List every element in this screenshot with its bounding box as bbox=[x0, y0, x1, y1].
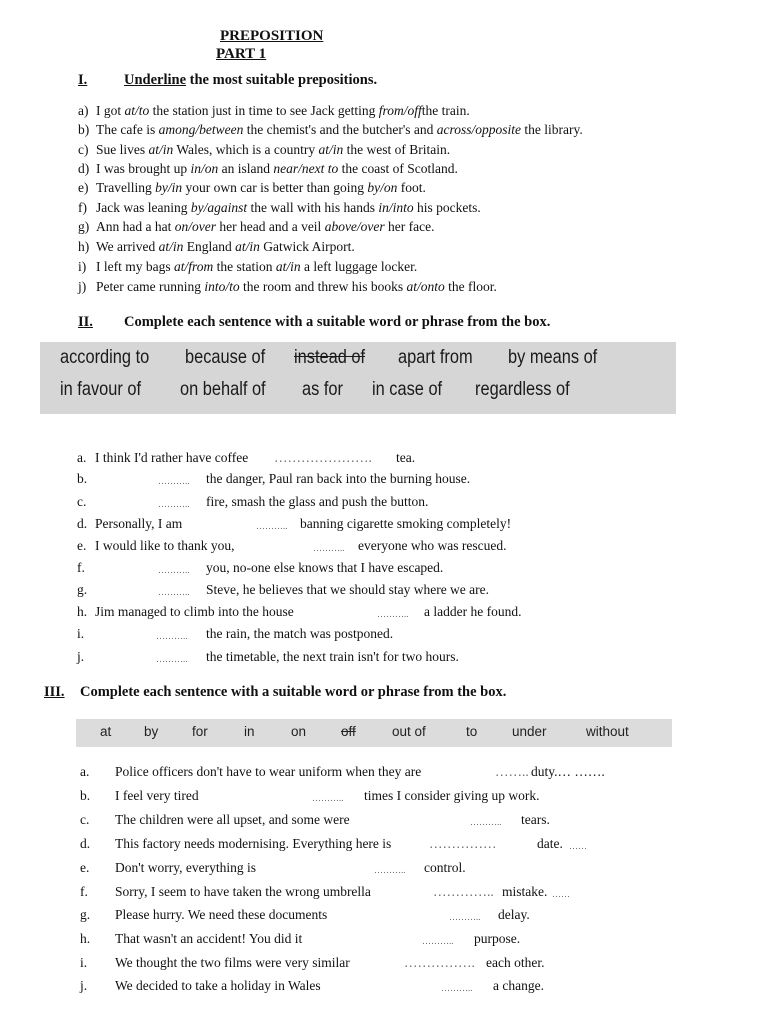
sentence-text: England bbox=[183, 239, 236, 254]
answer-blank: …………… bbox=[429, 836, 497, 851]
sentence-text: Peter came running bbox=[96, 279, 205, 294]
sentence-text: his pockets. bbox=[413, 200, 481, 215]
section1-instruction: the most suitable prepositions. bbox=[186, 72, 378, 88]
section3-word-box bbox=[76, 719, 672, 747]
sentence-text: fire, smash the glass and push the button. bbox=[206, 494, 429, 509]
sentence-text: I feel very tired bbox=[115, 788, 199, 803]
box-word: out of bbox=[392, 724, 426, 739]
answer-blank: ……….. bbox=[256, 521, 288, 531]
box-phrase: according to bbox=[60, 346, 150, 368]
sentence-text: your own car is better than going bbox=[182, 180, 368, 195]
item-letter: j) bbox=[78, 279, 87, 294]
sentence-text: the coast of Scotland. bbox=[338, 161, 458, 176]
item-letter: e. bbox=[77, 538, 87, 553]
sentence-text: a ladder he found. bbox=[424, 604, 522, 619]
box-phrase: as for bbox=[302, 378, 343, 400]
preposition-choice: in/into bbox=[378, 200, 414, 215]
preposition-choice: at/from bbox=[173, 259, 214, 274]
sentence-text: each other. bbox=[486, 955, 545, 970]
sentence-text: The children were all upset, and some were bbox=[115, 812, 350, 827]
item-letter: g. bbox=[77, 582, 88, 597]
answer-blank-tail: …… bbox=[569, 841, 587, 851]
answer-blank: ……….. bbox=[156, 631, 188, 641]
preposition-choice: at/in bbox=[148, 142, 174, 157]
preposition-choice: near/next to bbox=[273, 161, 339, 176]
sentence-text: Jim managed to climb into the house bbox=[95, 604, 294, 619]
item-letter: c. bbox=[77, 494, 87, 509]
item-letter: i) bbox=[78, 259, 87, 274]
item-letter: e. bbox=[80, 860, 90, 875]
sentence-text: Sorry, I seem to have taken the wrong umbrella bbox=[115, 884, 371, 899]
item-letter: h) bbox=[78, 239, 90, 254]
section2-word-box bbox=[40, 342, 676, 414]
sentence-text: tea. bbox=[396, 450, 416, 465]
answer-blank: ……….. bbox=[158, 565, 190, 575]
preposition-choice: by/against bbox=[190, 200, 248, 215]
item-letter: f) bbox=[78, 200, 87, 215]
sentence-text: Sue lives bbox=[96, 142, 149, 157]
section1-heading bbox=[78, 72, 377, 89]
preposition-choice: by/on bbox=[367, 180, 398, 195]
item-letter: h. bbox=[77, 604, 88, 619]
preposition-choice: at/in bbox=[235, 239, 260, 254]
answer-blank: ……….. bbox=[470, 817, 502, 827]
section3-instruction: Complete each sentence with a suitable word or phrase from the box. bbox=[80, 684, 507, 700]
item-letter: i. bbox=[80, 955, 88, 970]
box-phrase: by means of bbox=[508, 346, 598, 368]
sentence-text: a change. bbox=[493, 978, 544, 993]
sentence-text: a left luggage locker. bbox=[300, 259, 418, 274]
item-letter: j. bbox=[77, 649, 85, 664]
preposition-choice: above/over bbox=[324, 219, 385, 234]
preposition-choice: among/between bbox=[158, 122, 244, 137]
preposition-choice: at/onto bbox=[406, 279, 445, 294]
section2-heading bbox=[78, 314, 550, 331]
answer-blank: ……….. bbox=[441, 983, 473, 993]
sentence-text: We thought the two films were very similar bbox=[115, 955, 350, 970]
sentence-text: Steve, he believes that we should stay where we are. bbox=[206, 582, 490, 597]
sentence-text: the chemist's and the butcher's and bbox=[243, 122, 437, 137]
sentence-text: the wall with his hands bbox=[247, 200, 379, 215]
answer-blank: ……….. bbox=[156, 654, 188, 664]
sentence-text: tears. bbox=[521, 812, 550, 827]
box-phrase: in case of bbox=[372, 378, 443, 400]
item-letter: d) bbox=[78, 161, 90, 176]
sentence-text: an island bbox=[218, 161, 274, 176]
sentence-text: the timetable, the next train isn't for two hours. bbox=[206, 649, 459, 664]
sentence-text: you, no-one else knows that I have escaped. bbox=[206, 560, 444, 575]
sentence-text: I would like to thank you, bbox=[95, 538, 235, 553]
sentence-text: foot. bbox=[397, 180, 426, 195]
item-letter: g) bbox=[78, 219, 90, 234]
sentence-text: her head and a veil bbox=[215, 219, 325, 234]
sentence-text: the station just in time to see Jack getting bbox=[149, 103, 379, 118]
preposition-choice: across/opposite bbox=[436, 122, 522, 137]
sentence-text: We decided to take a holiday in Wales bbox=[115, 978, 321, 993]
box-word: for bbox=[192, 724, 208, 739]
worksheet-part: PART 1 bbox=[216, 46, 267, 62]
sentence-text: the library. bbox=[521, 122, 583, 137]
preposition-choice: at/to bbox=[124, 103, 150, 118]
sentence-text: the danger, Paul ran back into the burning house. bbox=[206, 471, 471, 486]
box-phrase: on behalf of bbox=[180, 378, 266, 400]
preposition-choice: by/in bbox=[155, 180, 183, 195]
worksheet-title: PREPOSITION bbox=[220, 28, 324, 44]
sentence-text: Police officers don't have to wear uniform when they are bbox=[115, 764, 422, 779]
sentence-text: This factory needs modernising. Everything here is bbox=[115, 836, 392, 851]
section3-heading bbox=[44, 684, 506, 701]
item-letter: f. bbox=[77, 560, 85, 575]
item-letter: a) bbox=[78, 103, 89, 118]
item-letter: d. bbox=[77, 516, 88, 531]
exercise-item bbox=[78, 179, 426, 197]
item-letter: e) bbox=[78, 180, 89, 195]
box-word: under bbox=[512, 724, 547, 739]
section3-number: III. bbox=[44, 684, 65, 700]
sentence-text: the rain, the match was postponed. bbox=[206, 626, 394, 641]
answer-blank: ……….. bbox=[158, 499, 190, 509]
answer-blank: …….. bbox=[495, 764, 529, 779]
sentence-text: banning cigarette smoking completely! bbox=[300, 516, 512, 531]
sentence-text: Please hurry. We need these documents bbox=[115, 907, 328, 922]
section1-number: I. bbox=[78, 72, 88, 88]
sentence-text: date. bbox=[537, 836, 563, 851]
box-word: at bbox=[100, 724, 112, 739]
section2-instruction: Complete each sentence with a suitable word or phrase from the box. bbox=[124, 314, 551, 330]
answer-blank: ……….. bbox=[158, 587, 190, 597]
item-letter: j. bbox=[80, 978, 88, 993]
answer-blank: ……….. bbox=[449, 912, 481, 922]
box-word: without bbox=[586, 724, 629, 739]
exercise-item bbox=[78, 121, 583, 139]
item-letter: i. bbox=[77, 626, 85, 641]
sentence-text: Wales, which is a country bbox=[173, 142, 319, 157]
item-letter: c) bbox=[78, 142, 89, 157]
sentence-text: Travelling bbox=[96, 180, 156, 195]
exercise-item bbox=[78, 141, 450, 159]
sentence-text: times I consider giving up work. bbox=[364, 788, 540, 803]
item-letter: f. bbox=[80, 884, 88, 899]
box-phrase: because of bbox=[185, 346, 266, 368]
sentence-text: the station bbox=[213, 259, 276, 274]
box-phrase: apart from bbox=[398, 346, 473, 368]
sentence-text: Personally, I am bbox=[95, 516, 183, 531]
box-word: off bbox=[341, 724, 356, 739]
sentence-text: Jack was leaning bbox=[96, 200, 191, 215]
answer-blank: ……….. bbox=[158, 476, 190, 486]
item-letter: b) bbox=[78, 122, 90, 137]
sentence-text: control. bbox=[424, 860, 466, 875]
item-letter: b. bbox=[77, 471, 88, 486]
sentence-text: delay. bbox=[498, 907, 530, 922]
answer-blank: ………….. bbox=[433, 884, 494, 899]
box-phrase: regardless of bbox=[475, 378, 570, 400]
answer-blank: ……….. bbox=[313, 543, 345, 553]
sentence-text: everyone who was rescued. bbox=[358, 538, 507, 553]
sentence-text: the floor. bbox=[444, 279, 497, 294]
answer-blank: ……….. bbox=[377, 609, 409, 619]
box-word: in bbox=[244, 724, 255, 739]
answer-blank: ……….. bbox=[422, 936, 454, 946]
answer-blank: ……………. bbox=[404, 955, 475, 970]
item-letter: b. bbox=[80, 788, 91, 803]
sentence-text: mistake. bbox=[502, 884, 548, 899]
item-letter: d. bbox=[80, 836, 91, 851]
preposition-choice: into/to bbox=[204, 279, 240, 294]
preposition-choice: in/on bbox=[190, 161, 219, 176]
sentence-text: I was brought up bbox=[96, 161, 191, 176]
preposition-choice: at/in bbox=[275, 259, 301, 274]
preposition-choice: at/in bbox=[158, 239, 184, 254]
sentence-text: The cafe is bbox=[96, 122, 159, 137]
item-letter: a. bbox=[80, 764, 90, 779]
box-phrase: in favour of bbox=[60, 378, 142, 400]
item-letter: c. bbox=[80, 812, 90, 827]
answer-blank: ……….. bbox=[312, 793, 344, 803]
preposition-choice: on/over bbox=[174, 219, 216, 234]
exercise-item bbox=[78, 278, 497, 296]
sentence-text: her face. bbox=[384, 219, 435, 234]
sentence-text: We arrived bbox=[96, 239, 159, 254]
preposition-choice: at/in bbox=[318, 142, 344, 157]
answer-blank: ……….. bbox=[374, 865, 406, 875]
box-word: by bbox=[144, 724, 159, 739]
sentence-text: I got bbox=[96, 103, 125, 118]
sentence-text: the train. bbox=[421, 103, 470, 118]
box-phrase: instead of bbox=[294, 346, 366, 368]
exercise-item bbox=[78, 258, 417, 276]
sentence-text: the room and threw his books bbox=[239, 279, 407, 294]
box-word: on bbox=[291, 724, 307, 739]
exercise-item bbox=[78, 238, 355, 256]
section2-number: II. bbox=[78, 314, 93, 330]
exercise-item bbox=[78, 218, 435, 236]
sentence-text: Don't worry, everything is bbox=[115, 860, 257, 875]
item-letter: a. bbox=[77, 450, 87, 465]
item-letter: g. bbox=[80, 907, 91, 922]
exercise-item bbox=[78, 102, 470, 120]
section1-instruction-underlined: Underline bbox=[124, 72, 187, 88]
sentence-text: I left my bags bbox=[96, 259, 174, 274]
sentence-text: Ann had a hat bbox=[96, 219, 175, 234]
sentence-text: Gatwick Airport. bbox=[259, 239, 355, 254]
preposition-choice: from/off bbox=[378, 103, 422, 118]
sentence-text: the west of Britain. bbox=[343, 142, 451, 157]
answer-blank: …………………. bbox=[274, 450, 372, 465]
answer-blank-tail: …… bbox=[552, 889, 570, 899]
sentence-text: That wasn't an accident! You did it bbox=[115, 931, 303, 946]
item-letter: h. bbox=[80, 931, 91, 946]
exercise-item bbox=[78, 160, 458, 178]
box-word: to bbox=[466, 724, 478, 739]
exercise-item bbox=[78, 199, 481, 217]
sentence-text: I think I'd rather have coffee bbox=[95, 450, 249, 465]
sentence-text: duty.… ……. bbox=[531, 764, 605, 779]
sentence-text: purpose. bbox=[474, 931, 521, 946]
